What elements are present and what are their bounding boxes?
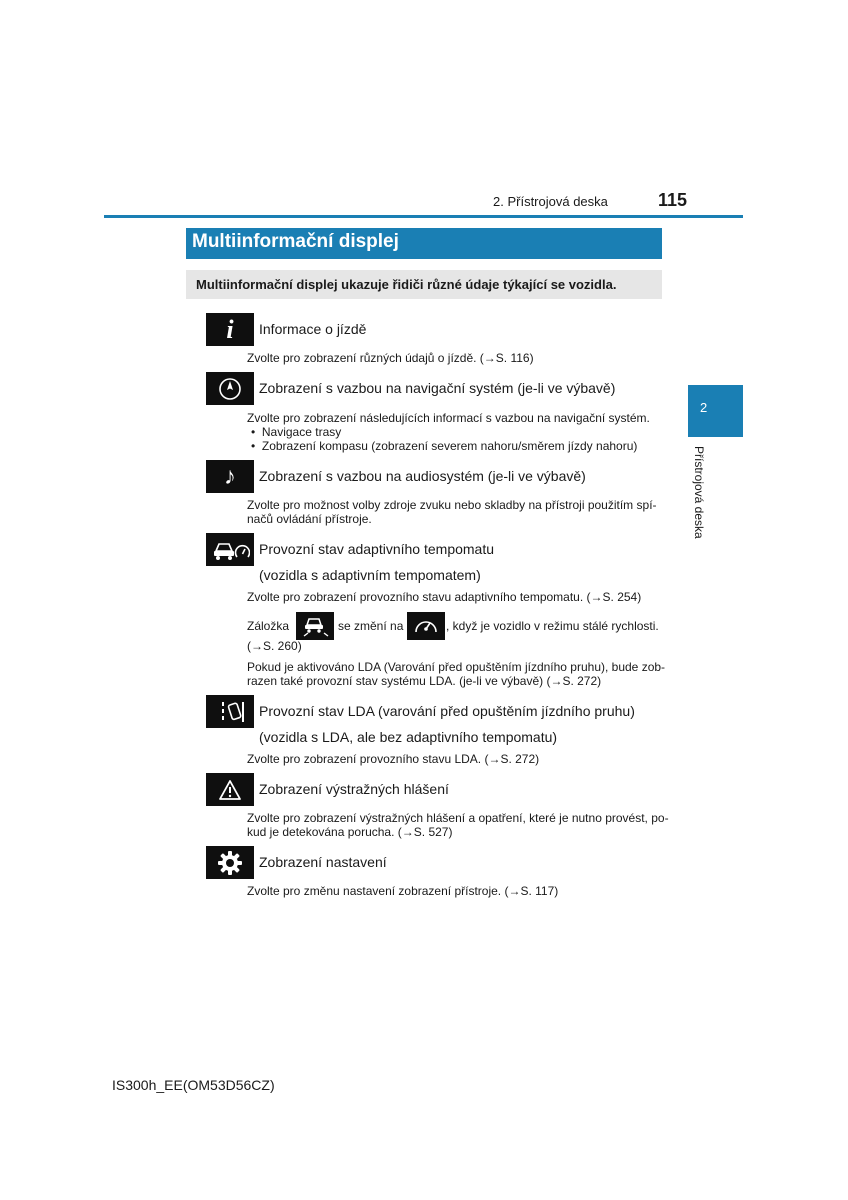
section-title: Multiinformační displej bbox=[192, 231, 399, 252]
tab-middle: se změní na bbox=[338, 619, 404, 633]
item-desc: Zvolte pro možnost volby zdroje zvuku nebo skladby na přístroji použitím spí- bbox=[247, 498, 657, 512]
intro-text: Multiinformační displej ukazuje řidiči různé údaje týkající se vozidla. bbox=[196, 277, 617, 292]
item-desc: kud je detekována porucha. (→S. 527) bbox=[247, 825, 453, 839]
navigation-icon bbox=[206, 372, 254, 405]
adaptive-cruise-icon bbox=[296, 612, 334, 640]
footer-code: IS300h_EE(OM53D56CZ) bbox=[112, 1077, 275, 1093]
item-title: Zobrazení s vazbou na navigační systém (je-li ve výbavě) bbox=[259, 380, 616, 396]
warning-icon bbox=[206, 773, 254, 806]
item-desc: Zvolte pro zobrazení následujících informací s vazbou na navigační systém. bbox=[247, 411, 650, 425]
item-desc: Zvolte pro zobrazení výstražných hlášení a opatření, které je nutno provést, po- bbox=[247, 811, 669, 825]
item-title: Provozní stav adaptivního tempomatu bbox=[259, 541, 495, 557]
item-subtitle: (vozidla s adaptivním tempomatem) bbox=[259, 567, 481, 583]
gear-icon bbox=[206, 846, 254, 879]
side-tab-number: 2 bbox=[700, 400, 708, 415]
chapter-title: 2. Přístrojová deska bbox=[493, 194, 608, 209]
item-title: Zobrazení s vazbou na audiosystém (je-li ve výbavě) bbox=[259, 468, 586, 484]
speedometer-icon bbox=[407, 612, 445, 640]
page-number: 115 bbox=[658, 190, 688, 210]
item-title: Zobrazení výstražných hlášení bbox=[259, 781, 449, 797]
adaptive-cruise-icon bbox=[206, 533, 254, 566]
bullet-item bbox=[251, 439, 637, 453]
side-tab-label: Přístrojová deska bbox=[692, 446, 706, 539]
header-rule bbox=[104, 215, 743, 218]
item-desc: Zvolte pro zobrazení provozního stavu adaptivního tempomatu. (→S. 254) bbox=[247, 590, 642, 604]
item-desc: Zvolte pro zobrazení různých údajů o jízdě. (→S. 116) bbox=[247, 351, 534, 365]
info-icon: i bbox=[206, 313, 254, 346]
tab-prefix: Záložka bbox=[247, 619, 290, 633]
bullet-text: Navigace trasy bbox=[261, 425, 342, 439]
item-desc: razen také provozní stav systému LDA. (je-li ve výbavě) (→S. 272) bbox=[247, 674, 602, 688]
side-tab[interactable] bbox=[688, 385, 743, 437]
bullet-dot: • bbox=[251, 439, 262, 453]
item-desc: Zvolte pro zobrazení provozního stavu LDA. (→S. 272) bbox=[247, 752, 540, 766]
lane-departure-icon bbox=[206, 695, 254, 728]
item-title: Informace o jízdě bbox=[259, 321, 367, 337]
item-desc: Pokud je aktivováno LDA (Varování před opuštěním jízdního pruhu), bude zob- bbox=[247, 660, 666, 674]
item-desc: Zvolte pro změnu nastavení zobrazení přístroje. (→S. 117) bbox=[247, 884, 559, 898]
tab-suffix: , když je vozidlo v režimu stálé rychlosti. bbox=[446, 619, 659, 633]
bullet-text: Zobrazení kompasu (zobrazení severem nahoru/směrem jízdy nahoru) bbox=[261, 439, 638, 453]
item-desc: načů ovládání přístroje. bbox=[247, 512, 372, 526]
tab-ref: (→S. 260) bbox=[247, 639, 302, 653]
music-note-icon: ♪ bbox=[206, 460, 254, 493]
bullet-item bbox=[251, 425, 341, 439]
item-title: Zobrazení nastavení bbox=[259, 854, 387, 870]
item-subtitle: (vozidla s LDA, ale bez adaptivního tempomatu) bbox=[259, 729, 558, 745]
bullet-dot: • bbox=[251, 425, 262, 439]
item-title: Provozní stav LDA (varování před opuštěním jízdního pruhu) bbox=[259, 703, 635, 719]
